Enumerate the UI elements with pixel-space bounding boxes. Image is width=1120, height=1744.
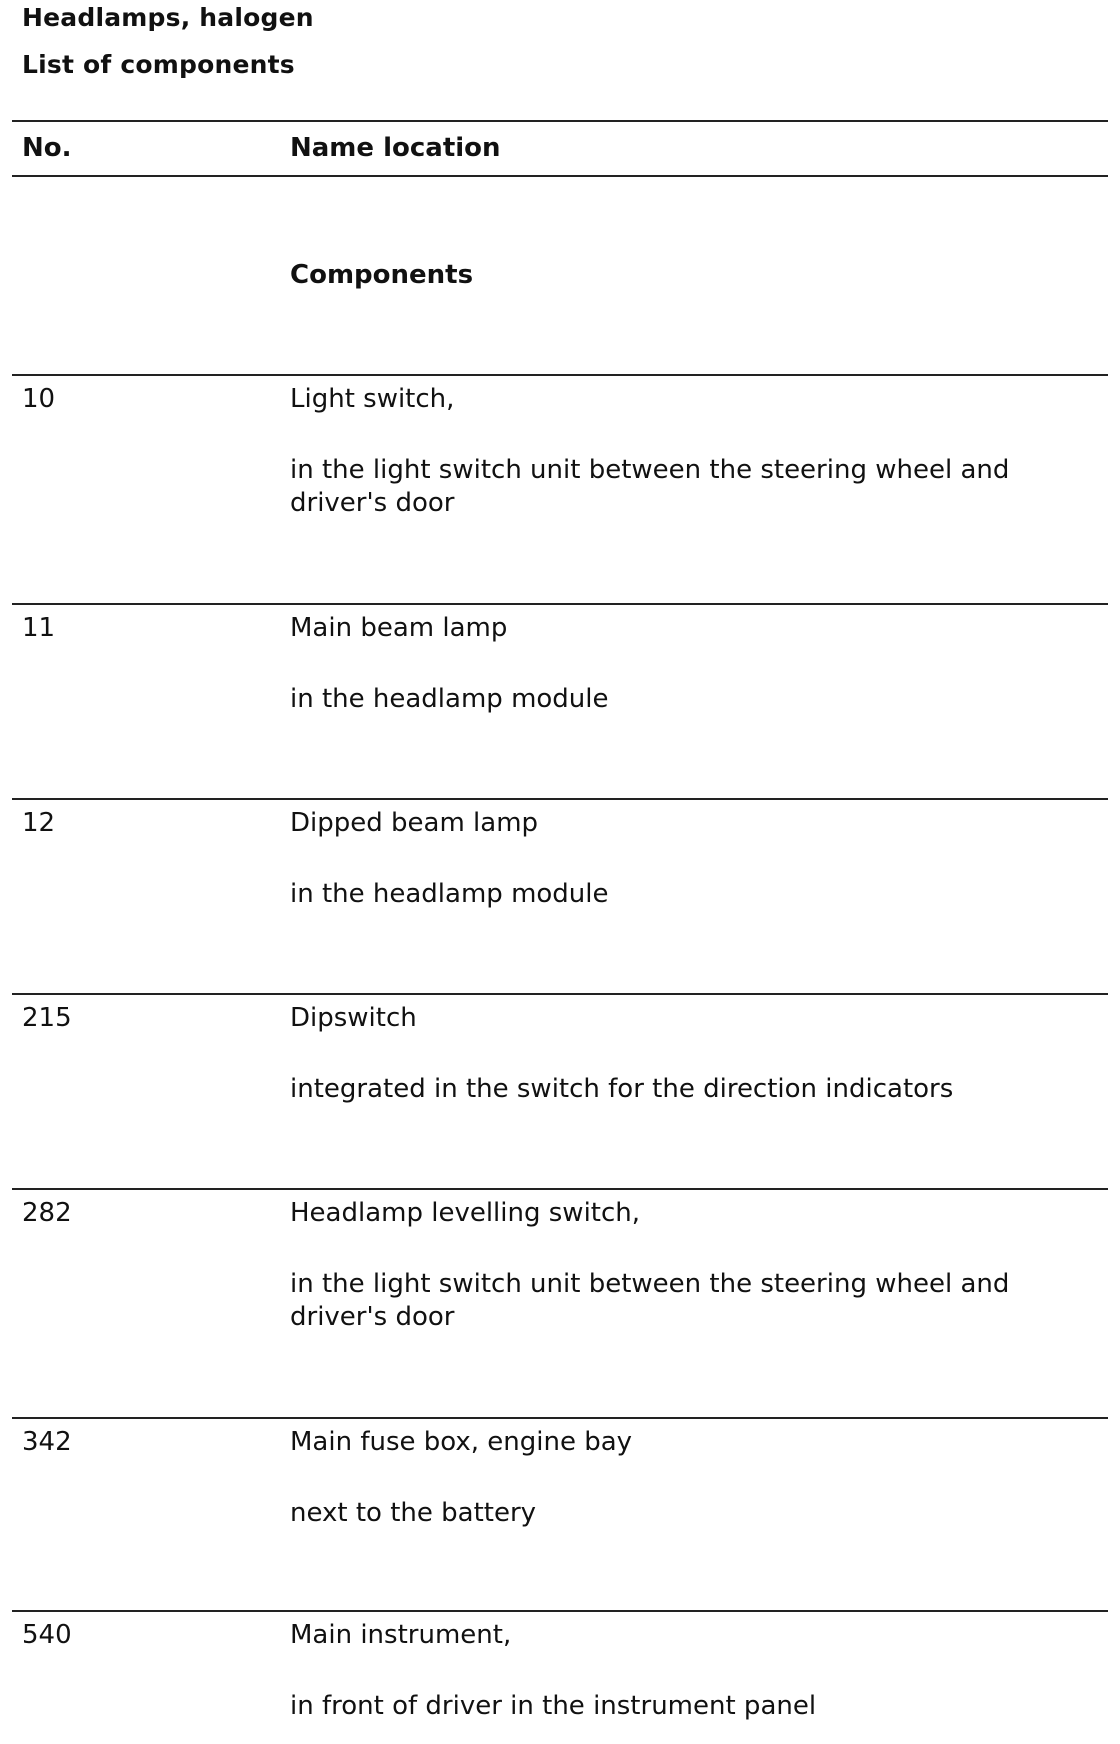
component-location: in the headlamp module: [290, 879, 609, 909]
row-rule: [12, 1188, 1108, 1190]
row-rule: [12, 798, 1108, 800]
component-location: in the headlamp module: [290, 684, 609, 714]
component-number: 282: [22, 1198, 72, 1228]
row-rule: [12, 603, 1108, 605]
table-top-rule: [12, 120, 1108, 122]
section-label-components: Components: [290, 260, 474, 290]
column-header-name-location: Name location: [290, 133, 501, 163]
component-name: Headlamp levelling switch,: [290, 1198, 641, 1228]
component-location: in the light switch unit between the steering wheel and driver's door: [290, 1269, 1010, 1332]
component-number: 11: [22, 613, 56, 643]
component-name: Main beam lamp: [290, 613, 508, 643]
component-location: next to the battery: [290, 1498, 537, 1528]
component-name: Dipped beam lamp: [290, 808, 539, 838]
component-location: in the light switch unit between the steering wheel and driver's door: [290, 455, 1010, 518]
component-number: 342: [22, 1427, 72, 1457]
component-name: Dipswitch: [290, 1003, 417, 1033]
component-name: Light switch,: [290, 384, 455, 414]
component-number: 10: [22, 384, 56, 414]
component-number: 12: [22, 808, 56, 838]
component-number: 540: [22, 1620, 72, 1650]
row-rule: [12, 1610, 1108, 1612]
component-location: integrated in the switch for the direction indicators: [290, 1074, 954, 1104]
component-number: 215: [22, 1003, 72, 1033]
document-subtitle: List of components: [22, 50, 295, 79]
row-rule: [12, 1417, 1108, 1419]
component-name: Main fuse box, engine bay: [290, 1427, 633, 1457]
row-rule: [12, 374, 1108, 376]
column-header-no: No.: [22, 133, 72, 163]
component-location: in front of driver in the instrument panel: [290, 1691, 817, 1721]
document-title: Headlamps, halogen: [22, 3, 314, 32]
row-rule: [12, 993, 1108, 995]
component-name: Main instrument,: [290, 1620, 512, 1650]
table-header-rule: [12, 175, 1108, 177]
